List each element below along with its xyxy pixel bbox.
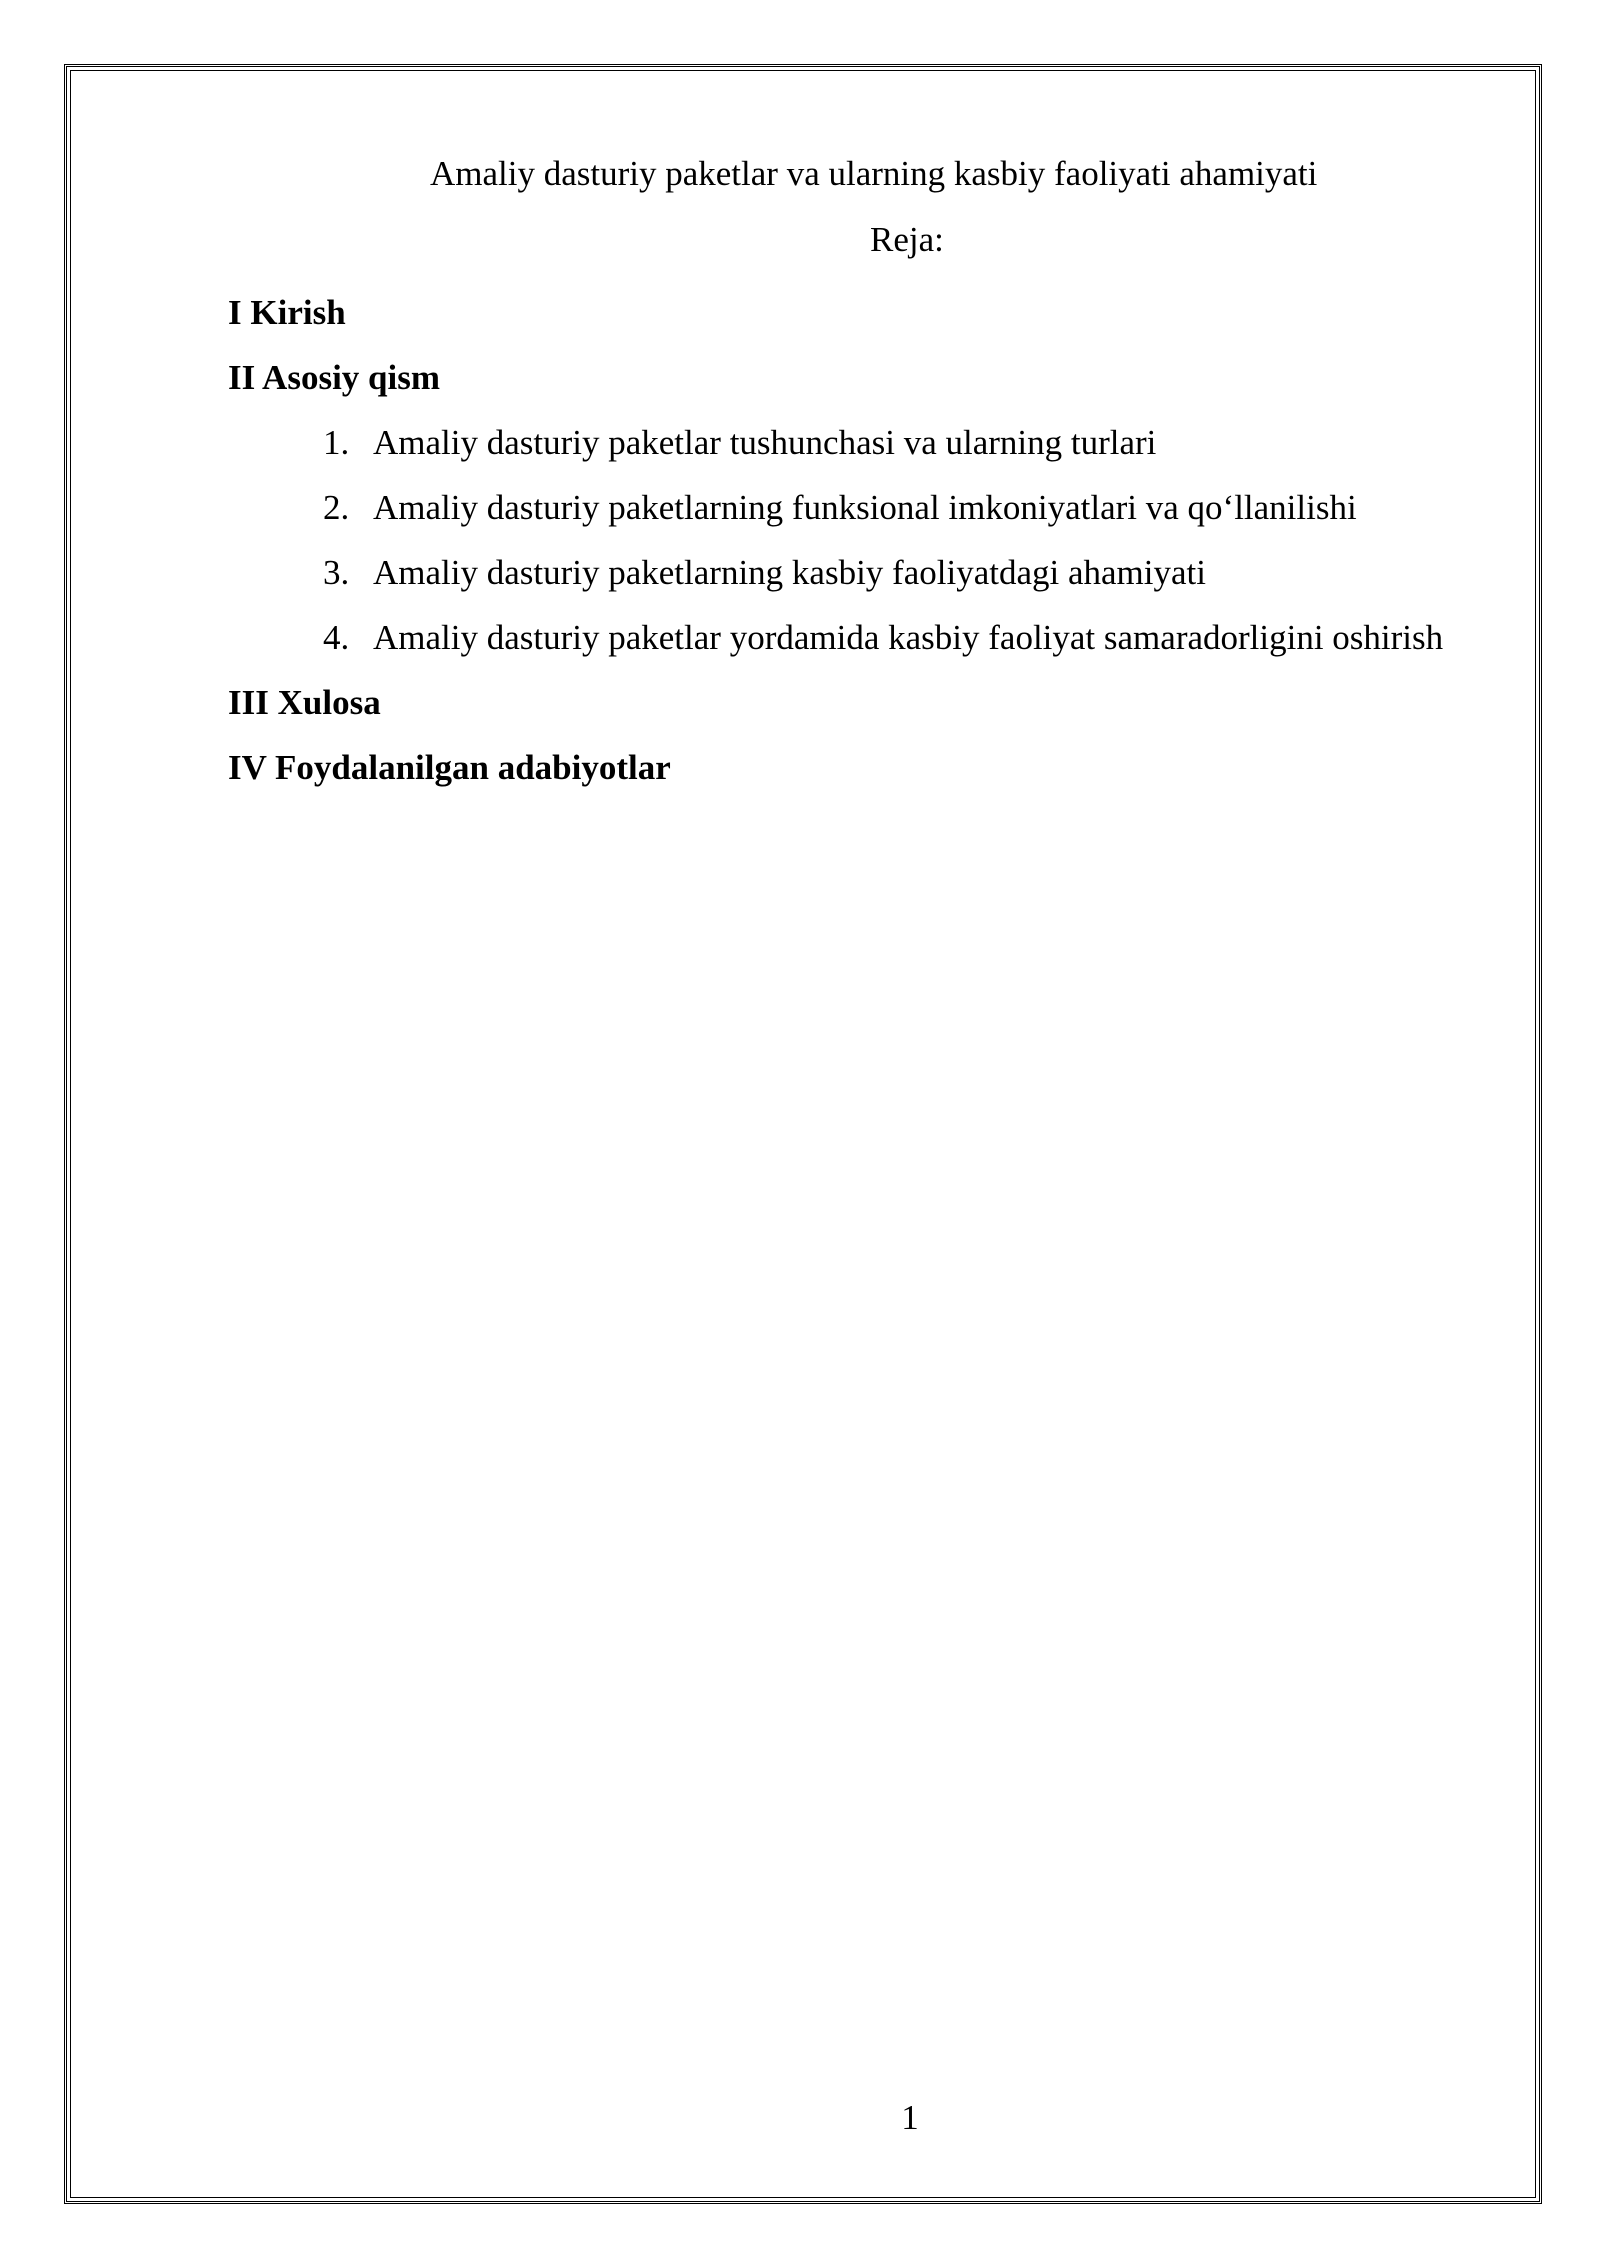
list-item	[228, 475, 1473, 540]
plan-label: Reja:	[870, 220, 944, 259]
list-item-text: Amaliy dasturiy paketlar tushunchasi va ularning turlari	[373, 423, 1157, 462]
page-number: 1	[901, 2098, 919, 2137]
list-item	[228, 540, 1473, 605]
main-part-subitems	[228, 410, 1468, 670]
section-heading-introduction: I Kirish	[228, 293, 346, 332]
section-heading-main-part: II Asosiy qism	[228, 358, 441, 397]
document-title: Amaliy dasturiy paketlar va ularning kasbiy faoliyati ahamiyati	[430, 154, 1318, 193]
list-item-number: 2.	[323, 488, 350, 527]
list-item-number: 3.	[323, 553, 350, 592]
section-main-part	[228, 345, 1468, 670]
table-of-contents	[228, 280, 1468, 800]
list-item	[228, 605, 1473, 670]
list-item-text: Amaliy dasturiy paketlarning funksional imkoniyatlari va qo‘llanilishi	[373, 488, 1357, 527]
list-item-number: 1.	[323, 423, 350, 462]
list-item	[228, 410, 1473, 475]
list-item-text: Amaliy dasturiy paketlarning kasbiy faoliyatdagi ahamiyati	[373, 553, 1206, 592]
section-heading-references: IV Foydalanilgan adabiyotlar	[228, 748, 671, 787]
list-item-text: Amaliy dasturiy paketlar yordamida kasbiy faoliyat samaradorligini oshirish	[373, 618, 1444, 657]
section-heading-conclusion: III Xulosa	[228, 683, 381, 722]
list-item-number: 4.	[323, 618, 350, 657]
